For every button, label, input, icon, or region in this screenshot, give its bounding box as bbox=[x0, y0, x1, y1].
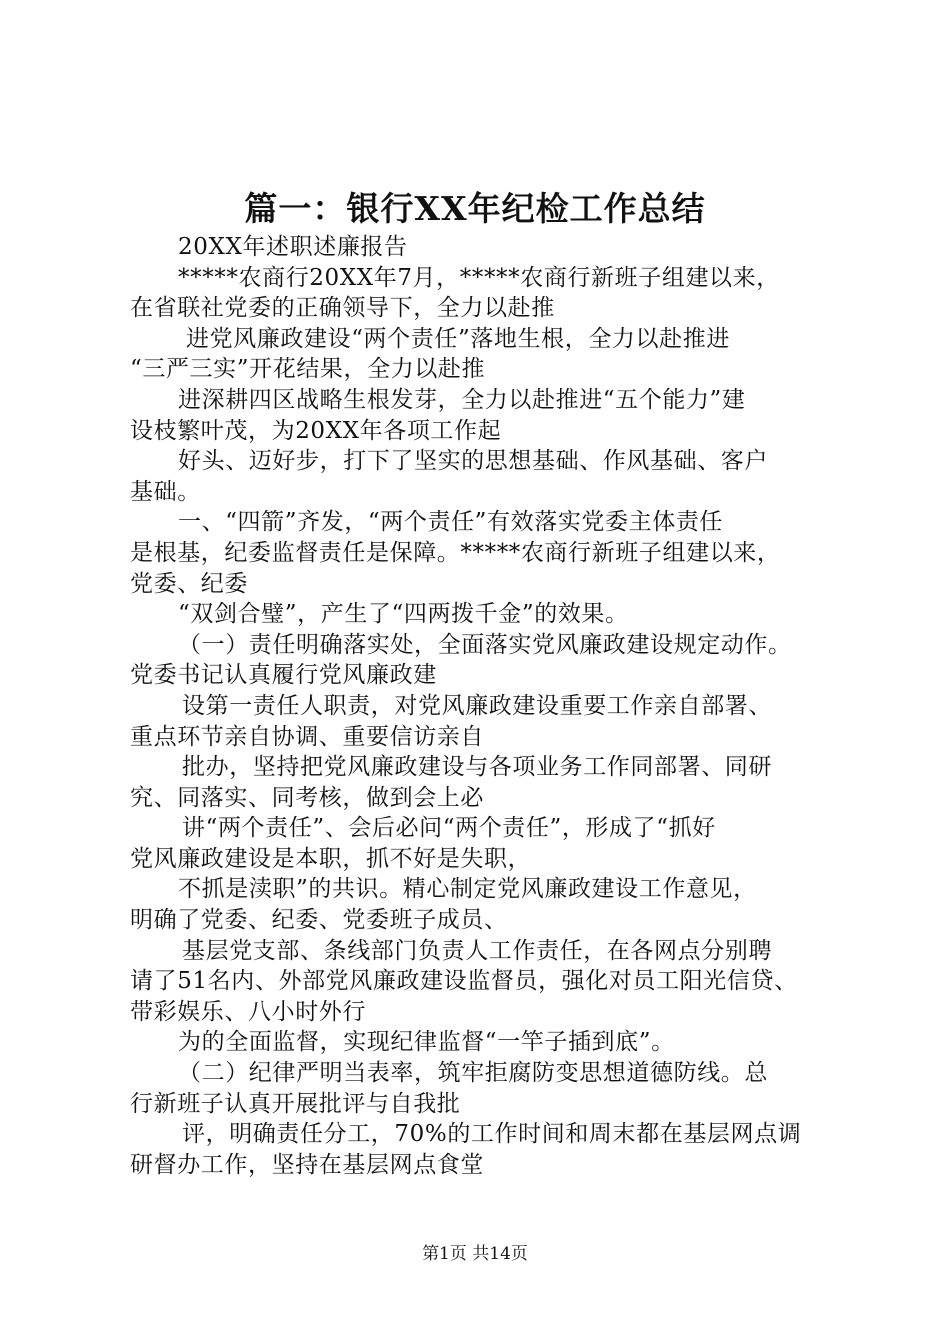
text-line: *****农商行20XX年7月，*****农商行新班子组建以来， bbox=[178, 264, 780, 291]
text-line: 是根基，纪委监督责任是保障。*****农商行新班子组建以来， bbox=[130, 539, 781, 566]
text-line: 带彩娱乐、八小时外行 bbox=[130, 998, 366, 1025]
text-line: 为的全面监督，实现纪律监督“一竿子插到底”。 bbox=[178, 1029, 675, 1056]
text-line: 设枝繁叶茂，为20XX年各项工作起 bbox=[130, 417, 502, 444]
document-title: 篇一：银行XX年纪检工作总结 bbox=[244, 189, 706, 228]
text-line: 不抓是渎职”的共识。精心制定党风廉政建设工作意见， bbox=[178, 876, 757, 903]
text-line: 党委书记认真履行党风廉政建 bbox=[130, 662, 437, 689]
text-line: 请了51名内、外部党风廉政建设监督员，强化对员工阳光信贷、 bbox=[130, 968, 798, 995]
text-line: 批办，坚持把党风廉政建设与各项业务工作同部署、同研 bbox=[182, 754, 772, 781]
text-line: 进深耕四区战略生根发芽，全力以赴推进“五个能力”建 bbox=[178, 386, 746, 413]
text-line: 好头、迈好步，打下了坚实的思想基础、作风基础、客户 bbox=[178, 448, 768, 475]
text-line: 明确了党委、纪委、党委班子成员、 bbox=[130, 907, 508, 934]
text-line: （一）责任明确落实处，全面落实党风廉政建设规定动作。 bbox=[178, 631, 792, 658]
text-line: 研督办工作，坚持在基层网点食堂 bbox=[130, 1151, 484, 1178]
text-line: 在省联社党委的正确领导下，全力以赴推 bbox=[130, 295, 555, 322]
text-line: 20XX年述职述廉报告 bbox=[178, 234, 408, 260]
text-line: 讲“两个责任”、会后必问“两个责任”，形成了“抓好 bbox=[182, 815, 716, 842]
text-line: 重点环节亲自协调、重要信访亲自 bbox=[130, 723, 484, 750]
text-line: 一、“四箭”齐发，“两个责任”有效落实党委主体责任 bbox=[178, 509, 724, 536]
text-line: 进党风廉政建设“两个责任”落地生根，全力以赴推进 bbox=[186, 325, 730, 352]
text-line: 设第一责任人职责，对党风廉政建设重要工作亲自部署、 bbox=[182, 692, 772, 719]
text-line: （二）纪律严明当表率，筑牢拒腐防变思想道德防线。总 bbox=[178, 1060, 768, 1087]
text-line: 基础。 bbox=[130, 478, 201, 505]
text-line: 基层党支部、条线部门负责人工作责任，在各网点分别聘 bbox=[182, 937, 772, 964]
text-line: 党风廉政建设是本职，抓不好是失职， bbox=[130, 845, 532, 872]
text-line: “三严三实”开花结果，全力以赴推 bbox=[130, 356, 486, 383]
text-line: 评，明确责任分工，70%的工作时间和周末都在基层网点调 bbox=[182, 1121, 802, 1148]
text-line: “双剑合璧”，产生了“四两拨千金”的效果。 bbox=[178, 601, 629, 628]
text-line: 究、同落实、同考核，做到会上必 bbox=[130, 784, 484, 811]
document-body bbox=[130, 232, 850, 1180]
text-line: 党委、纪委 bbox=[130, 570, 248, 597]
page-number: 第1页 共14页 bbox=[422, 1244, 528, 1264]
text-line: 行新班子认真开展批评与自我批 bbox=[130, 1090, 461, 1117]
